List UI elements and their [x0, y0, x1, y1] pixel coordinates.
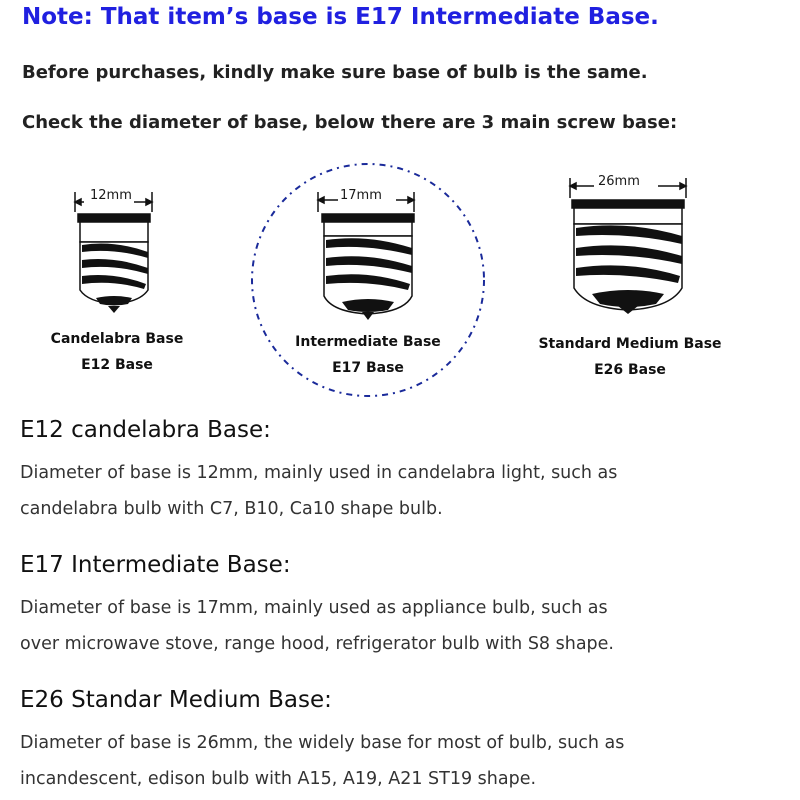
- e17-name: Intermediate Base: [295, 334, 441, 350]
- e12-code: E12 Base: [81, 357, 153, 373]
- e26-bulb-icon: [566, 176, 696, 326]
- section-line: Diameter of base is 26mm, the widely base for most of bulb, such as: [20, 733, 625, 753]
- e26-code: E26 Base: [594, 362, 666, 378]
- e12-name: Candelabra Base: [50, 331, 184, 347]
- section-body-e17: [20, 590, 790, 662]
- e17-caption: [268, 329, 468, 381]
- e17-code: E17 Base: [332, 360, 404, 376]
- section-body-e12: [20, 455, 790, 527]
- note-heading: Note: That item’s base is E17 Intermediate Base.: [22, 4, 659, 30]
- e26-dimension-label: 26mm: [598, 174, 640, 189]
- e26-name: Standard Medium Base: [538, 336, 722, 352]
- section-line: over microwave stove, range hood, refrigerator bulb with S8 shape.: [20, 634, 614, 654]
- intro-line: Check the diameter of base, below there are 3 main screw base:: [22, 112, 678, 133]
- section-line: incandescent, edison bulb with A15, A19, A21 ST19 shape.: [20, 769, 537, 789]
- section-line: Diameter of base is 17mm, mainly used as appliance bulb, such as: [20, 598, 608, 618]
- e17-dimension-label: 17mm: [340, 188, 382, 203]
- section-body-e26: [20, 725, 790, 797]
- e17-bulb-icon: [312, 190, 424, 330]
- section-line: candelabra bulb with C7, B10, Ca10 shape bulb.: [20, 499, 443, 519]
- section-heading-e17: E17 Intermediate Base:: [20, 552, 291, 578]
- e12-caption: [22, 326, 212, 378]
- e12-bulb-icon: [70, 190, 170, 320]
- e26-caption: [520, 331, 740, 383]
- section-line: Diameter of base is 12mm, mainly used in candelabra light, such as: [20, 463, 618, 483]
- intro-line: Before purchases, kindly make sure base of bulb is the same.: [22, 62, 648, 83]
- e12-dimension-label: 12mm: [90, 188, 132, 203]
- section-heading-e26: E26 Standar Medium Base:: [20, 687, 332, 713]
- section-heading-e12: E12 candelabra Base:: [20, 417, 271, 443]
